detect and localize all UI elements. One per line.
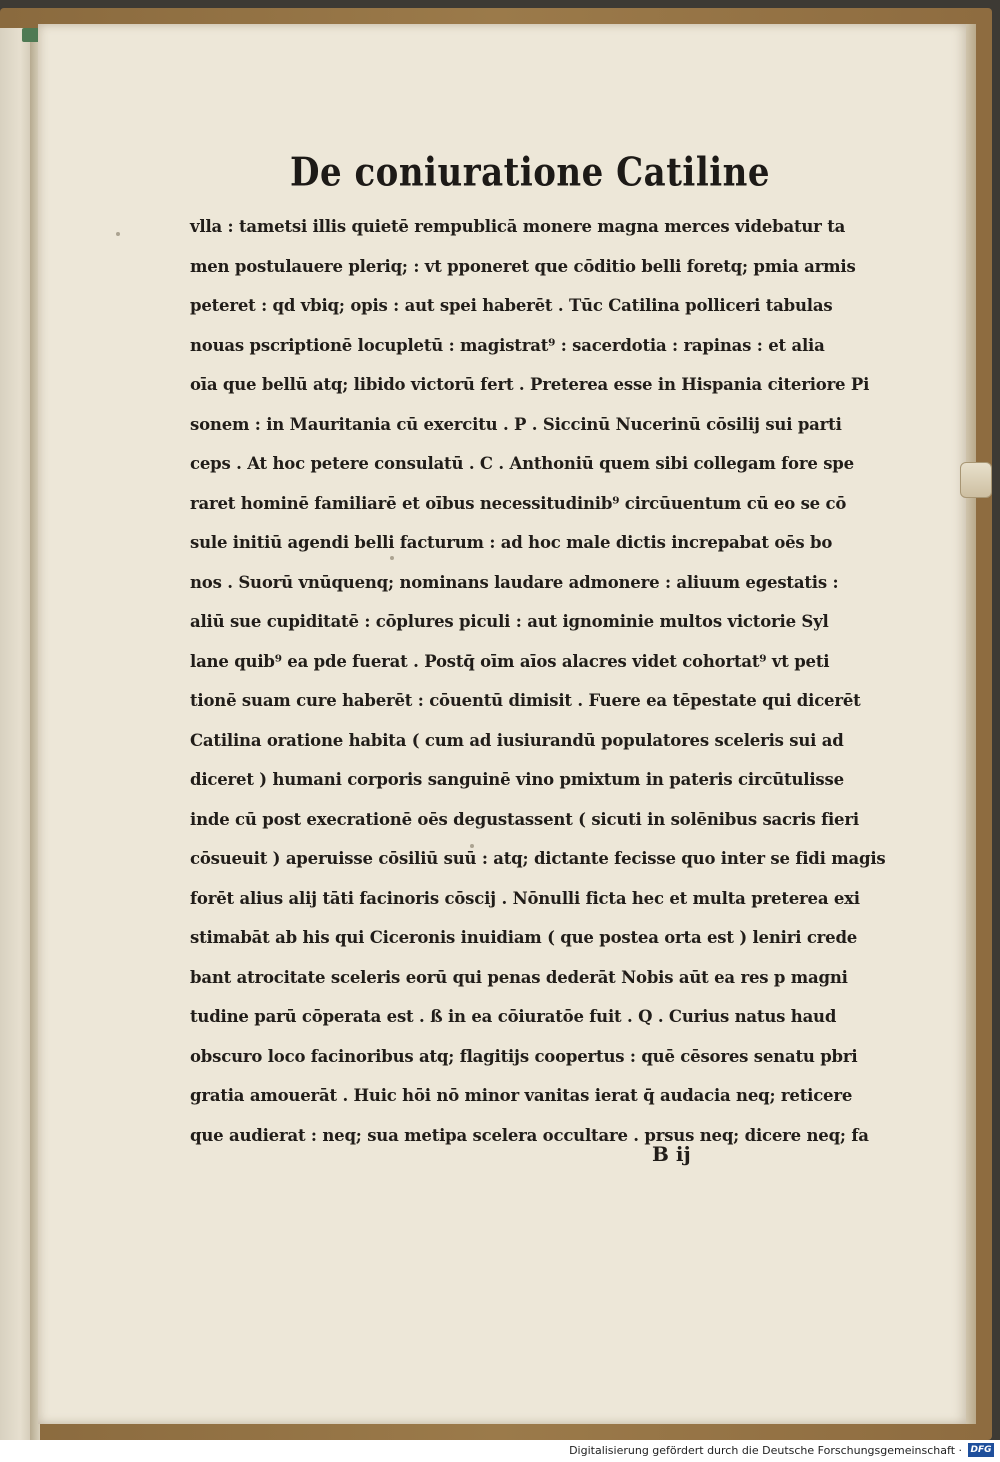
page-fore-edge: [966, 24, 976, 1424]
text-line: ceps . At hoc petere consulatū . C . Anthoniū quem sibi collegam fore spe: [190, 454, 854, 473]
text-line: sonem : in Mauritania cū exercitu . P . Siccinū Nucerinū cōsilij sui parti: [190, 414, 842, 434]
text-line: nouas pscriptionē locupletū : magistrat⁹ : sacerdotia : rapinas : et alia: [190, 335, 825, 355]
text-line: stimabāt ab his qui Ciceronis inuidiam ( que postea orta est ) leniri crede: [190, 928, 858, 947]
dfg-logo-icon: DFG: [968, 1443, 994, 1457]
text-line: inde cū post execrationē oēs degustassent ( sicuti in solēnibus sacris fieri: [190, 809, 859, 829]
text-line: nos . Suorū vnūquenq; nominans laudare admonere : aliuum egestatis :: [190, 572, 839, 592]
text-line: tionē suam cure haberēt : cōuentū dimisit . Fuere ea tēpestate qui dicerēt: [190, 691, 861, 710]
text-line: tudine parū cōperata est . ß in ea cōiuratōe fuit . Q . Curius natus haud: [190, 1007, 837, 1026]
text-line: vlla : tametsi illis quietē rempublicā monere magna merces videbatur ta: [190, 217, 846, 236]
text-line: sule initiū agendi belli facturum : ad hoc male dictis increpabat oēs bo: [190, 533, 833, 552]
text-line: obscuro loco facinoribus atq; flagitijs coopertus : quē cēsores senatu pbri: [190, 1046, 858, 1066]
binding-tie: [960, 462, 992, 498]
funding-credit: Digitalisierung gefördert durch die Deutsche Forschungsgemeinschaft ·: [569, 1444, 962, 1457]
paper-speck: [116, 232, 120, 236]
text-line: peteret : qd vbiq; opis : aut spei haberēt . Tūc Catilina polliceri tabulas: [190, 296, 833, 315]
page-heading: De coniuratione Catiline: [290, 150, 771, 196]
text-line: cōsueuit ) aperuisse cōsiliū suū : atq; dictante fecisse quo inter se fidi magis: [190, 849, 886, 868]
text-line: Catilina oratione habita ( cum ad iusiurandū populatores sceleris sui ad: [190, 730, 844, 750]
text-line: aliū sue cupiditatē : cōplures piculi : aut ignominie multos victorie Syl: [190, 612, 829, 631]
text-line: oīa que bellū atq; libido victorū fert . Preterea esse in Hispania citeriore Pi: [190, 375, 870, 394]
signature-mark: B ij: [652, 1142, 691, 1166]
text-line: que audierat : neq; sua metipa scelera occultare . prsus neq; dicere neq; fa: [190, 1125, 869, 1145]
text-line: raret hominē familiarē et oībus necessitudinib⁹ circūuentum cū eo se cō: [190, 493, 847, 513]
body-text: [190, 212, 886, 1160]
text-line: bant atrocitate sceleris eorū qui penas dederāt Nobis aūt ea res p magni: [190, 967, 848, 987]
text-line: diceret ) humani corporis sanguinē vino pmixtum in pateris circūtulisse: [190, 770, 844, 789]
text-line: lane quib⁹ ea pde fuerat . Postq̄ oīm aīos alacres videt cohortat⁹ vt peti: [190, 651, 830, 671]
text-line: men postulauere pleriq; : vt pponeret que cōditio belli foretq; pmia armis: [190, 256, 856, 276]
text-line: forēt alius alij tāti facinoris cōscij . Nōnulli ficta hec et multa preterea exi: [190, 888, 860, 908]
text-line: gratia amouerāt . Huic hōi nō minor vanitas ierat q̄ audacia neq; reticere: [190, 1086, 853, 1105]
